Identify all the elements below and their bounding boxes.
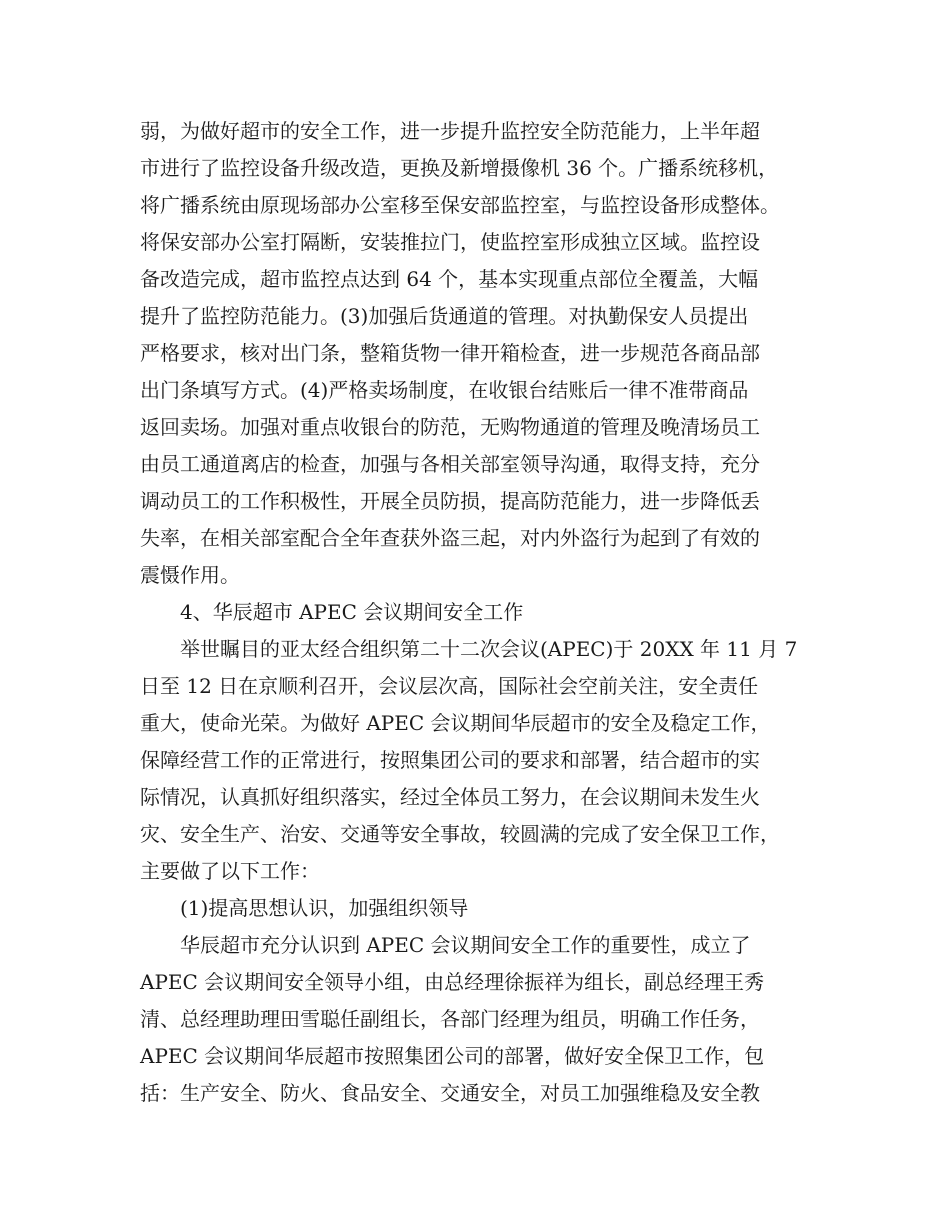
text-line: 提升了监控防范能力。(3)加强后货通道的管理。对执勤保安人员提出	[140, 304, 749, 328]
text-line: 备改造完成，超市监控点达到 64 个，基本实现重点部位全覆盖，大幅	[140, 267, 759, 291]
text-line: 举世瞩目的亚太经合组织第二十二次会议(APEC)于 20XX 年 11 月 7	[180, 637, 798, 661]
text-line: 出门条填写方式。(4)严格卖场制度，在收银台结账后一律不准带商品	[140, 378, 749, 402]
text-line: 保障经营工作的正常进行，按照集团公司的要求和部署，结合超市的实	[140, 748, 760, 772]
text-line: 严格要求，核对出门条，整箱货物一律开箱检查，进一步规范各商品部	[140, 341, 760, 365]
text-line: 主要做了以下工作：	[140, 859, 320, 883]
text-line: 清、总经理助理田雪聪任副组长，各部门经理为组员，明确工作任务，	[140, 1007, 760, 1031]
text-line: 括：生产安全、防火、食品安全、交通安全，对员工加强维稳及安全教	[140, 1081, 760, 1105]
text-line: APEC 会议期间安全领导小组，由总经理徐振祥为组长，副总经理王秀	[140, 970, 765, 994]
text-line: 失率，在相关部室配合全年查获外盗三起，对内外盗行为起到了有效的	[140, 526, 760, 550]
text-line: 重大，使命光荣。为做好 APEC 会议期间华辰超市的安全及稳定工作，	[140, 711, 771, 735]
text-line: 震慑作用。	[140, 563, 240, 587]
text-line: 际情况，认真抓好组织落实，经过全体员工努力，在会议期间未发生火	[140, 785, 760, 809]
text-line: 返回卖场。加强对重点收银台的防范，无购物通道的管理及晚清场员工	[140, 415, 760, 439]
text-line: 日至 12 日在京顺利召开，会议层次高，国际社会空前关注，安全责任	[140, 674, 759, 698]
text-line: 将保安部办公室打隔断，安装推拉门，使监控室形成独立区域。监控设	[140, 230, 760, 254]
text-line: 弱，为做好超市的安全工作，进一步提升监控安全防范能力，上半年超	[140, 119, 760, 143]
text-line: 由员工通道离店的检查，加强与各相关部室领导沟通，取得支持，充分	[140, 452, 760, 476]
text-line: 灾、安全生产、治安、交通等安全事故，较圆满的完成了安全保卫工作，	[140, 822, 780, 846]
text-line: (1)提高思想认识，加强组织领导	[180, 896, 469, 920]
text-line: 将广播系统由原现场部办公室移至保安部监控室，与监控设备形成整体。	[140, 193, 780, 217]
text-line: 市进行了监控设备升级改造，更换及新增摄像机 36 个。广播系统移机，	[140, 156, 779, 180]
text-line: 华辰超市充分认识到 APEC 会议期间安全工作的重要性，成立了	[180, 933, 751, 957]
document-body	[140, 113, 820, 1112]
text-line: 4、华辰超市 APEC 会议期间安全工作	[180, 600, 524, 624]
text-line: 调动员工的工作积极性，开展全员防损，提高防范能力，进一步降低丢	[140, 489, 760, 513]
text-line: APEC 会议期间华辰超市按照集团公司的部署，做好安全保卫工作，包	[140, 1044, 765, 1068]
